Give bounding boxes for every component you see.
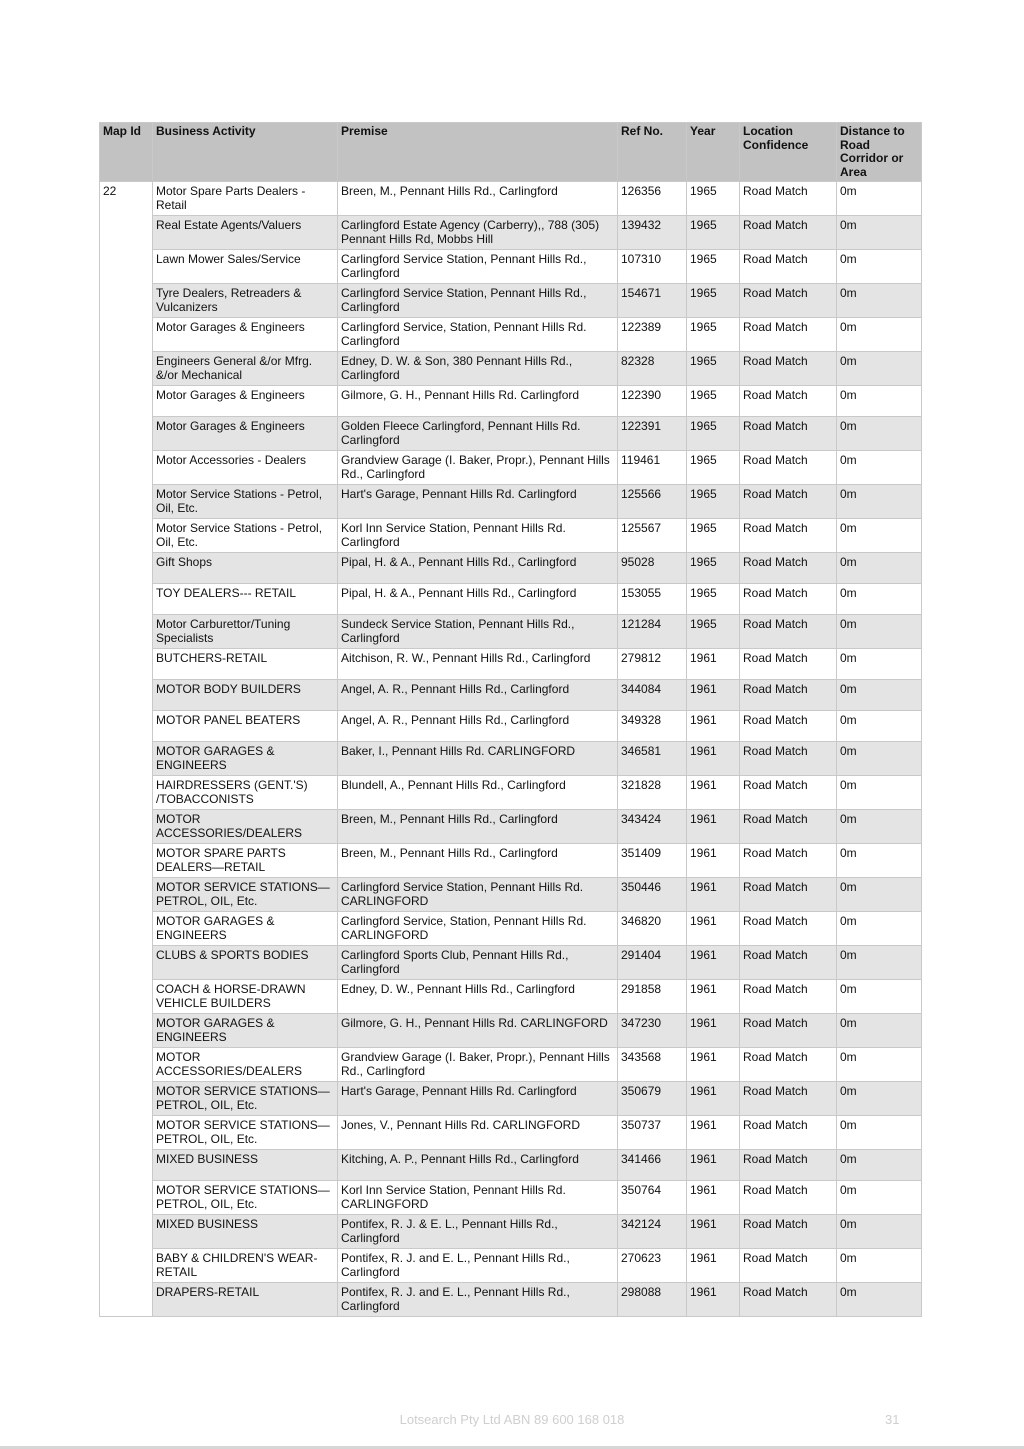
distance-cell: 0m	[837, 1215, 922, 1249]
ref-no-cell: 270623	[618, 1249, 687, 1283]
location-confidence-cell: Road Match	[740, 553, 837, 584]
business-activity-cell: MIXED BUSINESS	[153, 1150, 338, 1181]
distance-cell: 0m	[837, 1181, 922, 1215]
location-confidence-cell: Road Match	[740, 182, 837, 216]
distance-cell: 0m	[837, 1014, 922, 1048]
distance-cell: 0m	[837, 553, 922, 584]
distance-cell: 0m	[837, 844, 922, 878]
year-cell: 1965	[687, 318, 740, 352]
column-header-ref-no: Ref No.	[618, 123, 687, 182]
distance-cell: 0m	[837, 1249, 922, 1283]
distance-cell: 0m	[837, 182, 922, 216]
year-cell: 1961	[687, 680, 740, 711]
distance-cell: 0m	[837, 878, 922, 912]
table-row	[100, 980, 922, 1014]
location-confidence-cell: Road Match	[740, 352, 837, 386]
business-activity-cell: Motor Accessories - Dealers	[153, 451, 338, 485]
location-confidence-cell: Road Match	[740, 878, 837, 912]
distance-cell: 0m	[837, 451, 922, 485]
premise-cell: Pipal, H. & A., Pennant Hills Rd., Carlingford	[338, 553, 618, 584]
table-row	[100, 584, 922, 615]
premise-cell: Korl Inn Service Station, Pennant Hills Rd. Carlingford	[338, 519, 618, 553]
business-activity-cell: MOTOR SERVICE STATIONS—PETROL, OIL, Etc.	[153, 878, 338, 912]
column-header-location-confidence: Location Confidence	[740, 123, 837, 182]
table-header-row	[100, 123, 922, 182]
ref-no-cell: 346820	[618, 912, 687, 946]
premise-cell: Angel, A. R., Pennant Hills Rd., Carlingford	[338, 711, 618, 742]
business-activity-cell: CLUBS & SPORTS BODIES	[153, 946, 338, 980]
column-header-premise: Premise	[338, 123, 618, 182]
distance-cell: 0m	[837, 1048, 922, 1082]
distance-cell: 0m	[837, 318, 922, 352]
year-cell: 1965	[687, 485, 740, 519]
year-cell: 1961	[687, 649, 740, 680]
premise-cell: Carlingford Service Station, Pennant Hills Rd., Carlingford	[338, 250, 618, 284]
location-confidence-cell: Road Match	[740, 844, 837, 878]
premise-cell: Hart's Garage, Pennant Hills Rd. Carlingford	[338, 485, 618, 519]
distance-cell: 0m	[837, 417, 922, 451]
location-confidence-cell: Road Match	[740, 417, 837, 451]
location-confidence-cell: Road Match	[740, 1116, 837, 1150]
table-row	[100, 1215, 922, 1249]
year-cell: 1961	[687, 1181, 740, 1215]
year-cell: 1961	[687, 980, 740, 1014]
location-confidence-cell: Road Match	[740, 980, 837, 1014]
ref-no-cell: 82328	[618, 352, 687, 386]
premise-cell: Edney, D. W. & Son, 380 Pennant Hills Rd., Carlingford	[338, 352, 618, 386]
table-row	[100, 1116, 922, 1150]
distance-cell: 0m	[837, 1283, 922, 1317]
premise-cell: Pontifex, R. J. and E. L., Pennant Hills Rd., Carlingford	[338, 1249, 618, 1283]
location-confidence-cell: Road Match	[740, 386, 837, 417]
year-cell: 1965	[687, 352, 740, 386]
business-activity-cell: MOTOR PANEL BEATERS	[153, 711, 338, 742]
business-activity-cell: MOTOR SERVICE STATIONS—PETROL, OIL, Etc.	[153, 1181, 338, 1215]
distance-cell: 0m	[837, 912, 922, 946]
year-cell: 1961	[687, 1014, 740, 1048]
distance-cell: 0m	[837, 810, 922, 844]
table-row	[100, 742, 922, 776]
distance-cell: 0m	[837, 284, 922, 318]
ref-no-cell: 350446	[618, 878, 687, 912]
ref-no-cell: 122391	[618, 417, 687, 451]
ref-no-cell: 154671	[618, 284, 687, 318]
business-activity-cell: Lawn Mower Sales/Service	[153, 250, 338, 284]
business-activity-cell: BABY & CHILDREN'S WEAR-RETAIL	[153, 1249, 338, 1283]
location-confidence-cell: Road Match	[740, 680, 837, 711]
premise-cell: Carlingford Service, Station, Pennant Hills Rd. CARLINGFORD	[338, 912, 618, 946]
premise-cell: Korl Inn Service Station, Pennant Hills Rd. CARLINGFORD	[338, 1181, 618, 1215]
business-activity-cell: Engineers General &/or Mfrg. &/or Mechanical	[153, 352, 338, 386]
ref-no-cell: 125567	[618, 519, 687, 553]
ref-no-cell: 153055	[618, 584, 687, 615]
table-row	[100, 1014, 922, 1048]
business-activity-cell: MOTOR SPARE PARTS DEALERS—RETAIL	[153, 844, 338, 878]
business-activity-cell: MIXED BUSINESS	[153, 1215, 338, 1249]
ref-no-cell: 342124	[618, 1215, 687, 1249]
year-cell: 1965	[687, 451, 740, 485]
premise-cell: Breen, M., Pennant Hills Rd., Carlingford	[338, 844, 618, 878]
year-cell: 1961	[687, 742, 740, 776]
premise-cell: Pipal, H. & A., Pennant Hills Rd., Carlingford	[338, 584, 618, 615]
premise-cell: Breen, M., Pennant Hills Rd., Carlingford	[338, 810, 618, 844]
table-row	[100, 810, 922, 844]
year-cell: 1961	[687, 1082, 740, 1116]
location-confidence-cell: Road Match	[740, 451, 837, 485]
premise-cell: Sundeck Service Station, Pennant Hills Rd., Carlingford	[338, 615, 618, 649]
year-cell: 1961	[687, 810, 740, 844]
business-activity-cell: COACH & HORSE-DRAWN VEHICLE BUILDERS	[153, 980, 338, 1014]
distance-cell: 0m	[837, 946, 922, 980]
business-activity-cell: MOTOR ACCESSORIES/DEALERS	[153, 1048, 338, 1082]
location-confidence-cell: Road Match	[740, 776, 837, 810]
premise-cell: Carlingford Service, Station, Pennant Hills Rd. Carlingford	[338, 318, 618, 352]
distance-cell: 0m	[837, 980, 922, 1014]
page-number: 31	[885, 1412, 900, 1427]
business-activity-cell: HAIRDRESSERS (GENT.'S) /TOBACCONISTS	[153, 776, 338, 810]
year-cell: 1961	[687, 1150, 740, 1181]
year-cell: 1961	[687, 946, 740, 980]
distance-cell: 0m	[837, 776, 922, 810]
business-activity-cell: Motor Spare Parts Dealers - Retail	[153, 182, 338, 216]
location-confidence-cell: Road Match	[740, 946, 837, 980]
year-cell: 1961	[687, 1249, 740, 1283]
ref-no-cell: 126356	[618, 182, 687, 216]
premise-cell: Pontifex, R. J. and E. L., Pennant Hills Rd., Carlingford	[338, 1283, 618, 1317]
distance-cell: 0m	[837, 352, 922, 386]
year-cell: 1961	[687, 1215, 740, 1249]
table-row	[100, 451, 922, 485]
premise-cell: Carlingford Estate Agency (Carberry),, 788 (305) Pennant Hills Rd, Mobbs Hill	[338, 216, 618, 250]
year-cell: 1965	[687, 615, 740, 649]
business-activity-cell: Real Estate Agents/Valuers	[153, 216, 338, 250]
location-confidence-cell: Road Match	[740, 1014, 837, 1048]
year-cell: 1965	[687, 386, 740, 417]
business-activity-cell: Motor Carburettor/Tuning Specialists	[153, 615, 338, 649]
year-cell: 1965	[687, 284, 740, 318]
table-row	[100, 553, 922, 584]
business-activity-cell: DRAPERS-RETAIL	[153, 1283, 338, 1317]
ref-no-cell: 122390	[618, 386, 687, 417]
premise-cell: Gilmore, G. H., Pennant Hills Rd. CARLINGFORD	[338, 1014, 618, 1048]
location-confidence-cell: Road Match	[740, 615, 837, 649]
column-header-year: Year	[687, 123, 740, 182]
ref-no-cell: 298088	[618, 1283, 687, 1317]
year-cell: 1961	[687, 912, 740, 946]
business-activity-cell: Gift Shops	[153, 553, 338, 584]
table-row	[100, 878, 922, 912]
ref-no-cell: 291858	[618, 980, 687, 1014]
table-row	[100, 1249, 922, 1283]
business-activity-cell: MOTOR BODY BUILDERS	[153, 680, 338, 711]
year-cell: 1961	[687, 1116, 740, 1150]
premise-cell: Carlingford Sports Club, Pennant Hills Rd., Carlingford	[338, 946, 618, 980]
premise-cell: Gilmore, G. H., Pennant Hills Rd. Carlingford	[338, 386, 618, 417]
business-directory-table	[99, 122, 922, 1317]
ref-no-cell: 95028	[618, 553, 687, 584]
table-row	[100, 182, 922, 216]
table-row	[100, 680, 922, 711]
premise-cell: Edney, D. W., Pennant Hills Rd., Carlingford	[338, 980, 618, 1014]
table-row	[100, 649, 922, 680]
location-confidence-cell: Road Match	[740, 519, 837, 553]
business-activity-cell: MOTOR SERVICE STATIONS—PETROL, OIL, Etc.	[153, 1116, 338, 1150]
table-row	[100, 1150, 922, 1181]
table-row	[100, 485, 922, 519]
year-cell: 1961	[687, 1283, 740, 1317]
table-row	[100, 216, 922, 250]
ref-no-cell: 122389	[618, 318, 687, 352]
ref-no-cell: 351409	[618, 844, 687, 878]
table-row	[100, 352, 922, 386]
location-confidence-cell: Road Match	[740, 250, 837, 284]
location-confidence-cell: Road Match	[740, 216, 837, 250]
location-confidence-cell: Road Match	[740, 1249, 837, 1283]
table-row	[100, 386, 922, 417]
table-row	[100, 912, 922, 946]
table-row	[100, 250, 922, 284]
ref-no-cell: 346581	[618, 742, 687, 776]
premise-cell: Breen, M., Pennant Hills Rd., Carlingford	[338, 182, 618, 216]
business-activity-cell: MOTOR GARAGES & ENGINEERS	[153, 1014, 338, 1048]
business-activity-cell: MOTOR GARAGES & ENGINEERS	[153, 742, 338, 776]
location-confidence-cell: Road Match	[740, 1048, 837, 1082]
table-row	[100, 1082, 922, 1116]
location-confidence-cell: Road Match	[740, 742, 837, 776]
year-cell: 1965	[687, 417, 740, 451]
business-activity-cell: Motor Service Stations - Petrol, Oil, Etc.	[153, 485, 338, 519]
ref-no-cell: 125566	[618, 485, 687, 519]
premise-cell: Golden Fleece Carlingford, Pennant Hills Rd. Carlingford	[338, 417, 618, 451]
table-row	[100, 946, 922, 980]
location-confidence-cell: Road Match	[740, 912, 837, 946]
distance-cell: 0m	[837, 680, 922, 711]
business-activity-cell: BUTCHERS-RETAIL	[153, 649, 338, 680]
location-confidence-cell: Road Match	[740, 711, 837, 742]
ref-no-cell: 121284	[618, 615, 687, 649]
ref-no-cell: 343568	[618, 1048, 687, 1082]
distance-cell: 0m	[837, 742, 922, 776]
ref-no-cell: 321828	[618, 776, 687, 810]
location-confidence-cell: Road Match	[740, 485, 837, 519]
table-row	[100, 1048, 922, 1082]
business-activity-cell: Motor Garages & Engineers	[153, 386, 338, 417]
business-activity-cell: Motor Garages & Engineers	[153, 318, 338, 352]
location-confidence-cell: Road Match	[740, 1082, 837, 1116]
table-row	[100, 1181, 922, 1215]
year-cell: 1965	[687, 519, 740, 553]
year-cell: 1965	[687, 216, 740, 250]
column-header-map-id: Map Id	[100, 123, 153, 182]
location-confidence-cell: Road Match	[740, 1150, 837, 1181]
ref-no-cell: 343424	[618, 810, 687, 844]
business-activity-cell: Tyre Dealers, Retreaders & Vulcanizers	[153, 284, 338, 318]
year-cell: 1965	[687, 250, 740, 284]
premise-cell: Grandview Garage (I. Baker, Propr.), Pennant Hills Rd., Carlingford	[338, 1048, 618, 1082]
location-confidence-cell: Road Match	[740, 649, 837, 680]
location-confidence-cell: Road Match	[740, 284, 837, 318]
distance-cell: 0m	[837, 519, 922, 553]
location-confidence-cell: Road Match	[740, 810, 837, 844]
business-activity-cell: MOTOR ACCESSORIES/DEALERS	[153, 810, 338, 844]
distance-cell: 0m	[837, 1150, 922, 1181]
table-row	[100, 844, 922, 878]
distance-cell: 0m	[837, 649, 922, 680]
table-row	[100, 318, 922, 352]
location-confidence-cell: Road Match	[740, 318, 837, 352]
column-header-business-activity: Business Activity	[153, 123, 338, 182]
ref-no-cell: 344084	[618, 680, 687, 711]
business-activity-cell: MOTOR SERVICE STATIONS—PETROL, OIL, Etc.	[153, 1082, 338, 1116]
business-activity-cell: MOTOR GARAGES & ENGINEERS	[153, 912, 338, 946]
ref-no-cell: 107310	[618, 250, 687, 284]
location-confidence-cell: Road Match	[740, 1283, 837, 1317]
premise-cell: Baker, I., Pennant Hills Rd. CARLINGFORD	[338, 742, 618, 776]
year-cell: 1965	[687, 584, 740, 615]
premise-cell: Hart's Garage, Pennant Hills Rd. Carlingford	[338, 1082, 618, 1116]
location-confidence-cell: Road Match	[740, 584, 837, 615]
distance-cell: 0m	[837, 584, 922, 615]
table-row	[100, 1283, 922, 1317]
premise-cell: Aitchison, R. W., Pennant Hills Rd., Carlingford	[338, 649, 618, 680]
business-activity-cell: Motor Service Stations - Petrol, Oil, Etc.	[153, 519, 338, 553]
footer-company: Lotsearch Pty Ltd ABN 89 600 168 018	[399, 1412, 625, 1427]
premise-cell: Jones, V., Pennant Hills Rd. CARLINGFORD	[338, 1116, 618, 1150]
distance-cell: 0m	[837, 216, 922, 250]
business-activity-cell: Motor Garages & Engineers	[153, 417, 338, 451]
distance-cell: 0m	[837, 711, 922, 742]
distance-cell: 0m	[837, 485, 922, 519]
premise-cell: Grandview Garage (I. Baker, Propr.), Pennant Hills Rd., Carlingford	[338, 451, 618, 485]
ref-no-cell: 350737	[618, 1116, 687, 1150]
ref-no-cell: 347230	[618, 1014, 687, 1048]
table-row	[100, 615, 922, 649]
distance-cell: 0m	[837, 250, 922, 284]
year-cell: 1961	[687, 711, 740, 742]
ref-no-cell: 119461	[618, 451, 687, 485]
ref-no-cell: 291404	[618, 946, 687, 980]
ref-no-cell: 139432	[618, 216, 687, 250]
table-row	[100, 284, 922, 318]
year-cell: 1961	[687, 776, 740, 810]
year-cell: 1961	[687, 878, 740, 912]
table-row	[100, 519, 922, 553]
premise-cell: Kitching, A. P., Pennant Hills Rd., Carlingford	[338, 1150, 618, 1181]
ref-no-cell: 349328	[618, 711, 687, 742]
year-cell: 1965	[687, 553, 740, 584]
year-cell: 1961	[687, 1048, 740, 1082]
map-id-cell: 22	[100, 182, 153, 1317]
distance-cell: 0m	[837, 615, 922, 649]
location-confidence-cell: Road Match	[740, 1215, 837, 1249]
table-row	[100, 417, 922, 451]
year-cell: 1961	[687, 844, 740, 878]
ref-no-cell: 350679	[618, 1082, 687, 1116]
premise-cell: Pontifex, R. J. & E. L., Pennant Hills Rd., Carlingford	[338, 1215, 618, 1249]
table-row	[100, 711, 922, 742]
premise-cell: Blundell, A., Pennant Hills Rd., Carlingford	[338, 776, 618, 810]
table-body	[100, 182, 922, 1317]
column-header-distance: Distance to Road Corridor or Area	[837, 123, 922, 182]
premise-cell: Carlingford Service Station, Pennant Hills Rd., Carlingford	[338, 284, 618, 318]
distance-cell: 0m	[837, 386, 922, 417]
ref-no-cell: 350764	[618, 1181, 687, 1215]
year-cell: 1965	[687, 182, 740, 216]
distance-cell: 0m	[837, 1116, 922, 1150]
distance-cell: 0m	[837, 1082, 922, 1116]
table-row	[100, 776, 922, 810]
premise-cell: Carlingford Service Station, Pennant Hills Rd. CARLINGFORD	[338, 878, 618, 912]
business-activity-cell: TOY DEALERS--- RETAIL	[153, 584, 338, 615]
ref-no-cell: 279812	[618, 649, 687, 680]
location-confidence-cell: Road Match	[740, 1181, 837, 1215]
premise-cell: Angel, A. R., Pennant Hills Rd., Carlingford	[338, 680, 618, 711]
ref-no-cell: 341466	[618, 1150, 687, 1181]
